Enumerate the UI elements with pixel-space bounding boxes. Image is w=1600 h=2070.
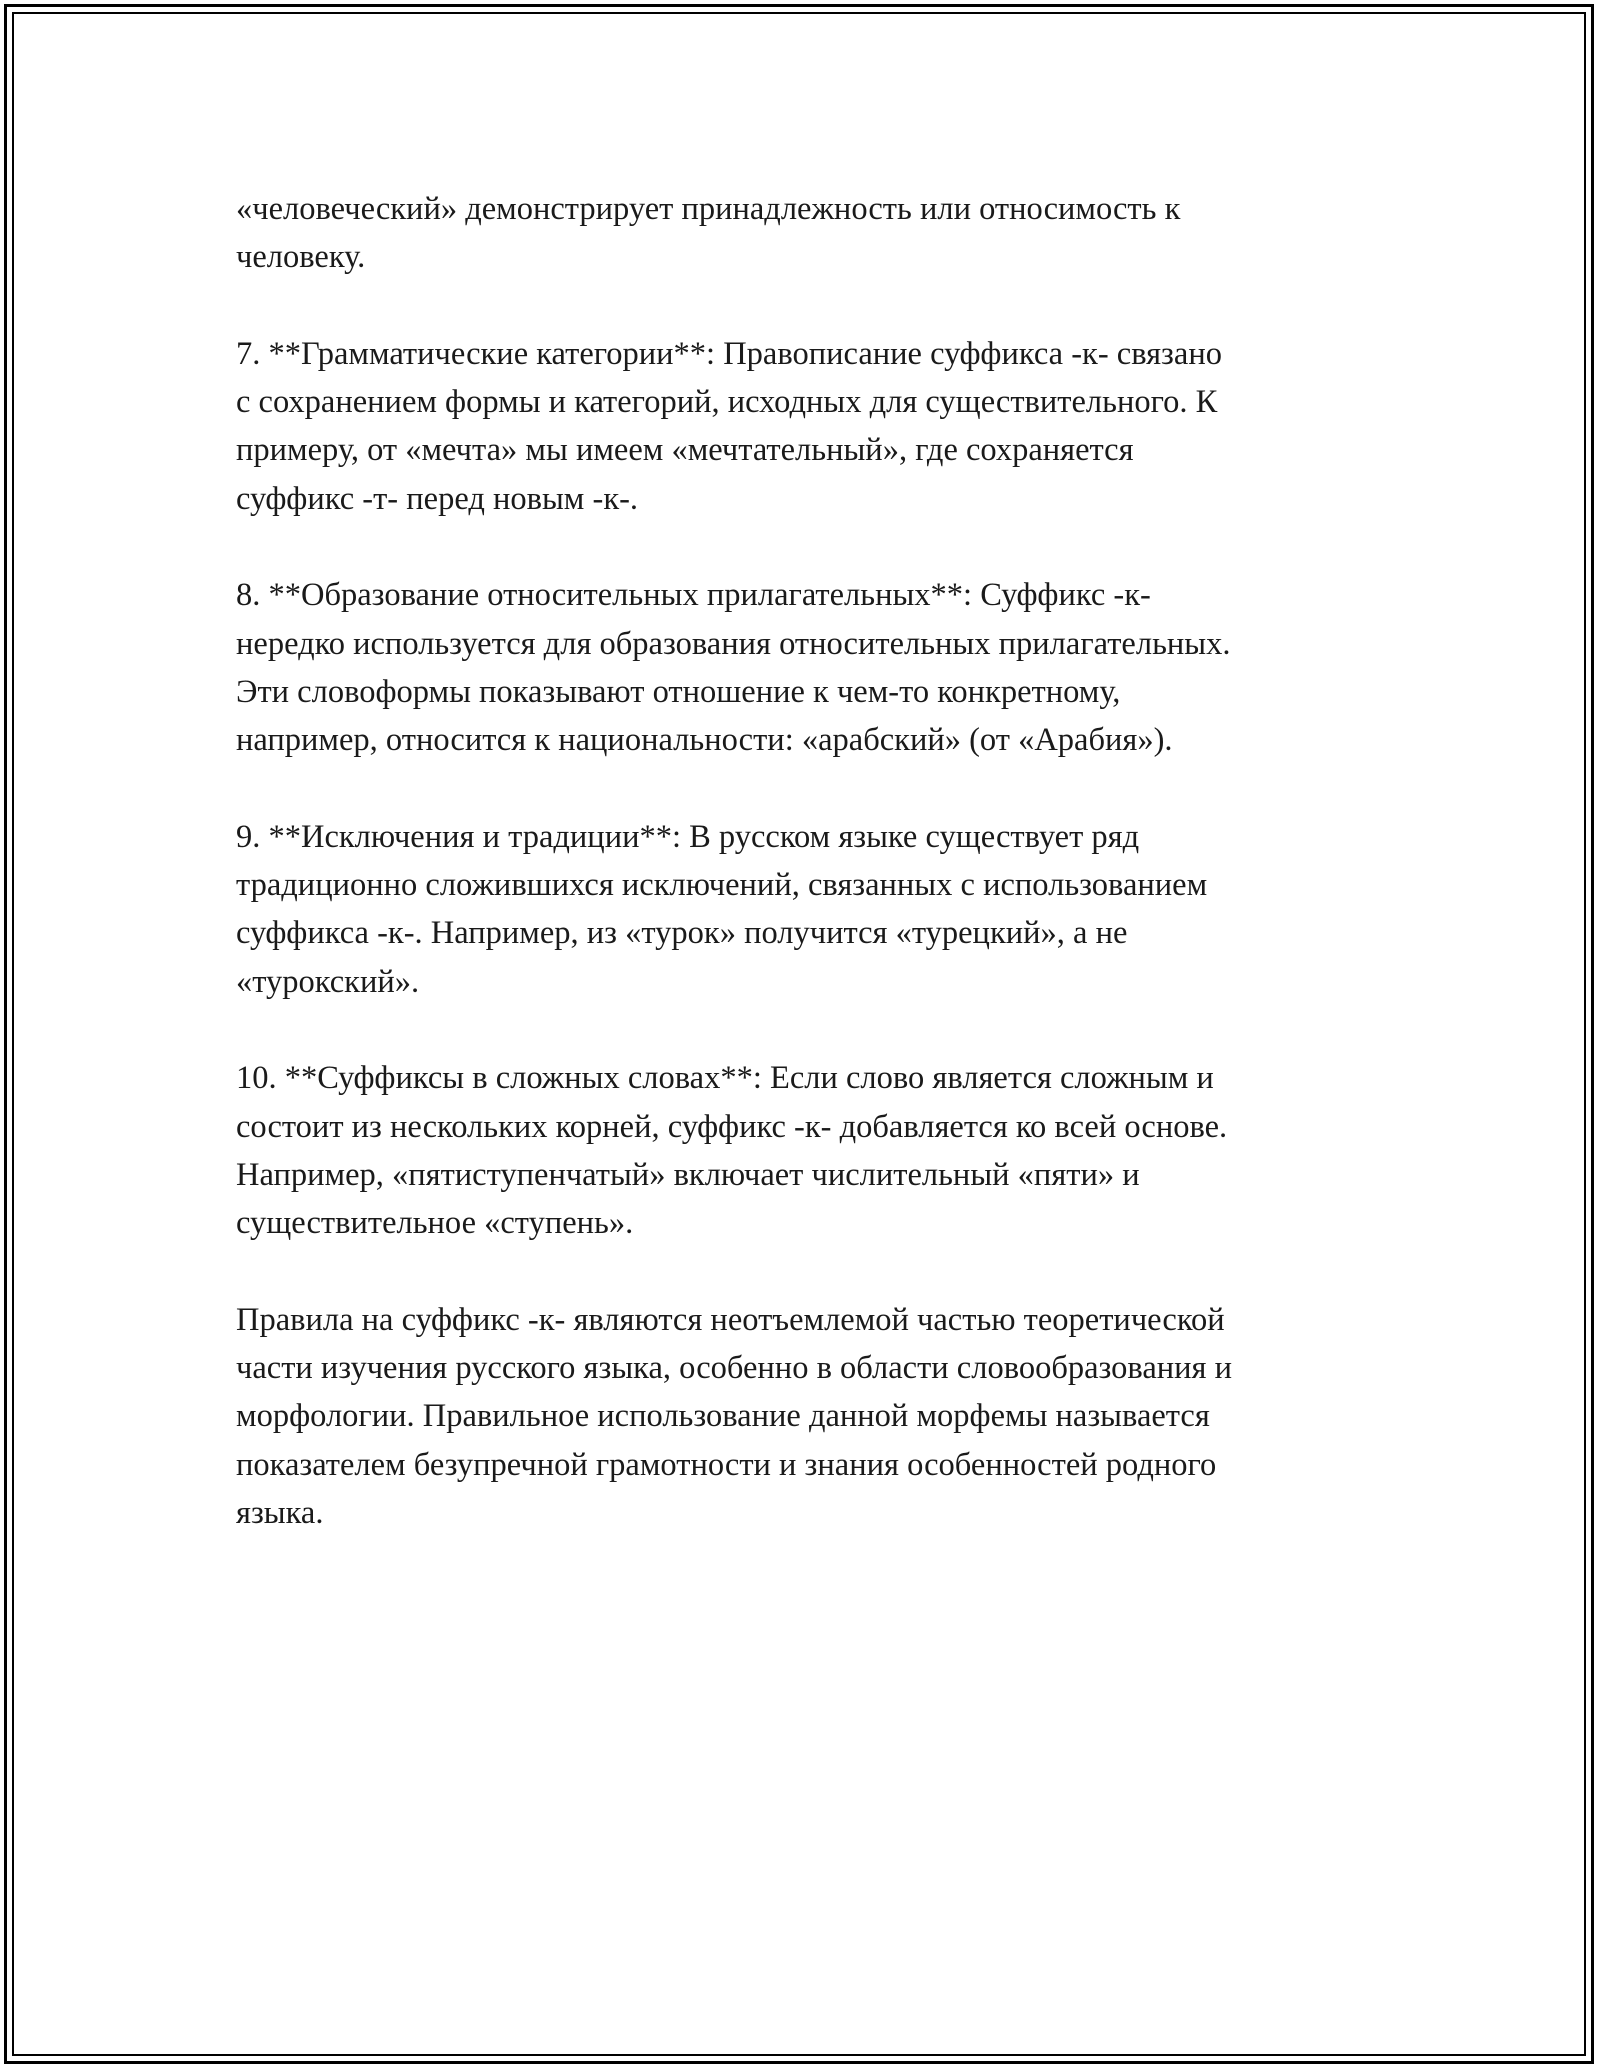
text-line: показателем безупречной грамотности и знания особенностей родного [236, 1446, 1217, 1483]
text-line: существительное «ступень». [236, 1205, 634, 1242]
text-line: языка. [236, 1495, 324, 1532]
list-item-7 [236, 330, 1376, 523]
text-line: морфологии. Правильное использование данной морфемы называется [236, 1398, 1210, 1435]
text-line: Правила на суффикс -к- являются неотъемлемой частью теоретической [236, 1301, 1225, 1338]
text-line: Например, «пятиступенчатый» включает числительный «пяти» и [236, 1156, 1140, 1193]
text-line: 7. **Грамматические категории**: Правописание суффикса -к- связано [236, 335, 1222, 372]
text-line: части изучения русского языка, особенно в области словообразования и [236, 1350, 1233, 1387]
list-item-8 [236, 571, 1376, 764]
text-line: традиционно сложившихся исключений, связанных с использованием [236, 867, 1208, 904]
text-line: состоит из нескольких корней, суффикс -к- добавляется ко всей основе. [236, 1108, 1228, 1145]
text-line: 9. **Исключения и традиции**: В русском языке существует ряд [236, 818, 1140, 855]
list-item-10 [236, 1054, 1376, 1247]
paragraph-continuation [236, 185, 1376, 282]
text-line: «человеческий» демонстрирует принадлежность или относимость к [236, 191, 1181, 227]
text-line: человеку. [236, 239, 366, 276]
text-line: «турокский». [236, 963, 420, 1000]
text-line: суффикс -т- перед новым -к-. [236, 480, 639, 517]
text-line: нередко используется для образования относительных прилагательных. [236, 625, 1231, 662]
text-line: примеру, от «мечта» мы имеем «мечтательный», где сохраняется [236, 432, 1134, 469]
text-line: 10. **Суффиксы в сложных словах**: Если слово является сложным и [236, 1060, 1214, 1097]
text-line: например, относится к национальности: «арабский» (от «Арабия»). [236, 722, 1173, 759]
text-line: с сохранением формы и категорий, исходных для существительного. К [236, 384, 1218, 421]
list-item-9 [236, 813, 1376, 1006]
text-line: суффикса -к-. Например, из «турок» получится «турецкий», а не [236, 915, 1128, 952]
text-line: 8. **Образование относительных прилагательных**: Суффикс -к- [236, 577, 1151, 614]
document-body [236, 185, 1376, 1586]
text-line: Эти словоформы показывают отношение к чем-то конкретному, [236, 673, 1121, 710]
paragraph-conclusion [236, 1296, 1376, 1537]
